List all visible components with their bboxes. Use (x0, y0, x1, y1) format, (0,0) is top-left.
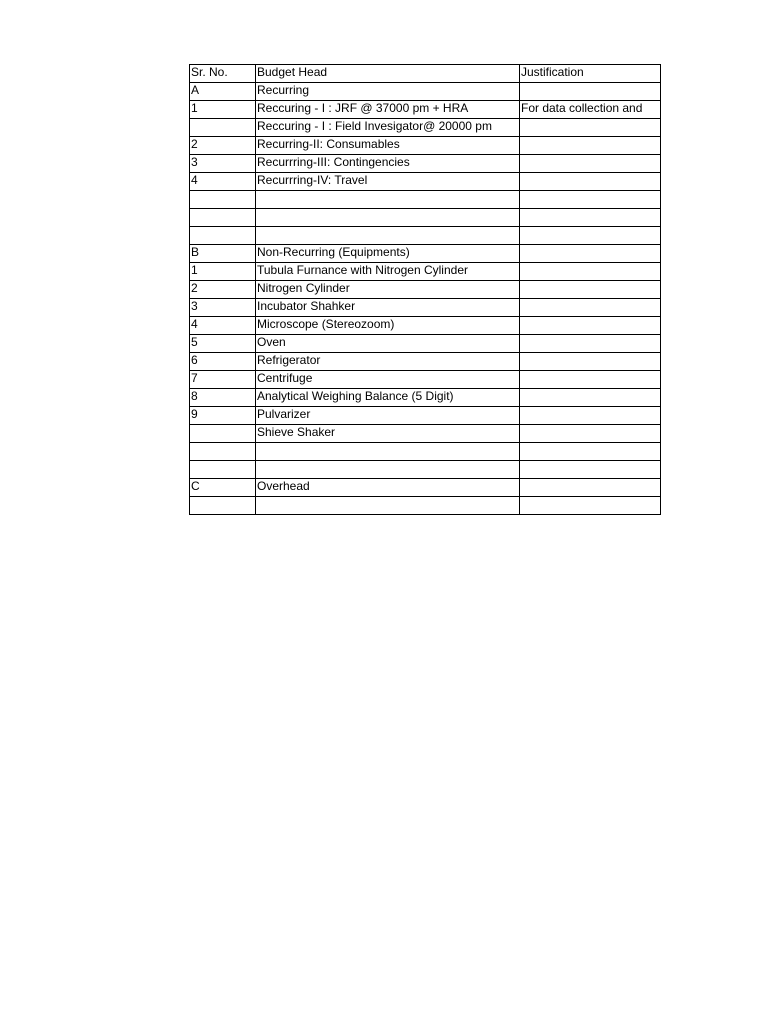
table-row (190, 119, 661, 137)
sr-no-cell: C (190, 479, 256, 497)
justification-cell (520, 371, 661, 389)
budget-head-cell (256, 497, 520, 515)
justification-cell (520, 389, 661, 407)
table-row (190, 227, 661, 245)
justification-cell (520, 353, 661, 371)
table-row (190, 209, 661, 227)
sr-no-cell (190, 209, 256, 227)
budget-head-cell (256, 191, 520, 209)
justification-cell (520, 407, 661, 425)
table-row (190, 317, 661, 335)
sr-no-cell (190, 227, 256, 245)
table-row (190, 371, 661, 389)
table-row (190, 353, 661, 371)
table-row (190, 83, 661, 101)
justification-cell (520, 461, 661, 479)
justification-cell (520, 281, 661, 299)
header-budget-head: Budget Head (256, 65, 520, 83)
budget-head-cell: Reccuring - I : Field Invesigator@ 20000 pm (256, 119, 520, 137)
justification-cell (520, 425, 661, 443)
table-row (190, 461, 661, 479)
justification-cell (520, 335, 661, 353)
sr-no-cell: 1 (190, 263, 256, 281)
justification-cell (520, 119, 661, 137)
budget-head-cell (256, 209, 520, 227)
justification-cell (520, 317, 661, 335)
budget-head-cell (256, 443, 520, 461)
sr-no-cell (190, 191, 256, 209)
sr-no-cell (190, 461, 256, 479)
table-row (190, 443, 661, 461)
sr-no-cell (190, 443, 256, 461)
header-justification: Justification (520, 65, 661, 83)
sr-no-cell: 6 (190, 353, 256, 371)
table-header-row (190, 65, 661, 83)
sr-no-cell: 5 (190, 335, 256, 353)
sr-no-cell: 9 (190, 407, 256, 425)
table-row (190, 335, 661, 353)
budget-head-cell: Centrifuge (256, 371, 520, 389)
sr-no-cell: 3 (190, 299, 256, 317)
sr-no-cell: 3 (190, 155, 256, 173)
sr-no-cell: 4 (190, 173, 256, 191)
sr-no-cell: 2 (190, 281, 256, 299)
sr-no-cell: 8 (190, 389, 256, 407)
justification-cell (520, 497, 661, 515)
budget-head-cell (256, 461, 520, 479)
budget-head-cell: Refrigerator (256, 353, 520, 371)
sr-no-cell (190, 497, 256, 515)
table-row (190, 497, 661, 515)
justification-cell (520, 137, 661, 155)
sr-no-cell: B (190, 245, 256, 263)
budget-head-cell: Oven (256, 335, 520, 353)
justification-cell (520, 173, 661, 191)
budget-head-cell: Non-Recurring (Equipments) (256, 245, 520, 263)
table-row (190, 155, 661, 173)
budget-head-cell: Recurrring-III: Contingencies (256, 155, 520, 173)
justification-cell (520, 263, 661, 281)
budget-head-cell: Pulvarizer (256, 407, 520, 425)
budget-head-cell: Incubator Shahker (256, 299, 520, 317)
table-row (190, 389, 661, 407)
sr-no-cell: 2 (190, 137, 256, 155)
table-row (190, 245, 661, 263)
justification-cell: For data collection and (520, 101, 661, 119)
justification-cell (520, 443, 661, 461)
table-row (190, 263, 661, 281)
budget-head-cell (256, 227, 520, 245)
budget-head-cell: Microscope (Stereozoom) (256, 317, 520, 335)
sr-no-cell (190, 119, 256, 137)
justification-cell (520, 479, 661, 497)
justification-cell (520, 245, 661, 263)
sr-no-cell: 7 (190, 371, 256, 389)
table-row (190, 137, 661, 155)
justification-cell (520, 299, 661, 317)
budget-head-cell: Reccuring - I : JRF @ 37000 pm + HRA (256, 101, 520, 119)
budget-head-cell: Recurrring-IV: Travel (256, 173, 520, 191)
justification-cell (520, 227, 661, 245)
budget-head-cell: Analytical Weighing Balance (5 Digit) (256, 389, 520, 407)
budget-table-body (190, 65, 661, 515)
sr-no-cell: A (190, 83, 256, 101)
budget-head-cell: Nitrogen Cylinder (256, 281, 520, 299)
sr-no-cell: 1 (190, 101, 256, 119)
sr-no-cell (190, 425, 256, 443)
budget-head-cell: Shieve Shaker (256, 425, 520, 443)
table-row (190, 407, 661, 425)
table-row (190, 101, 661, 119)
table-row (190, 191, 661, 209)
table-row (190, 479, 661, 497)
table-row (190, 173, 661, 191)
justification-cell (520, 83, 661, 101)
justification-cell (520, 209, 661, 227)
budget-head-cell: Overhead (256, 479, 520, 497)
budget-head-cell: Tubula Furnance with Nitrogen Cylinder (256, 263, 520, 281)
table-row (190, 425, 661, 443)
sr-no-cell: 4 (190, 317, 256, 335)
justification-cell (520, 191, 661, 209)
table-row (190, 281, 661, 299)
table-row (190, 299, 661, 317)
justification-cell (520, 155, 661, 173)
header-sr-no: Sr. No. (190, 65, 256, 83)
budget-head-cell: Recurring (256, 83, 520, 101)
budget-table (189, 64, 661, 515)
budget-head-cell: Recurring-II: Consumables (256, 137, 520, 155)
